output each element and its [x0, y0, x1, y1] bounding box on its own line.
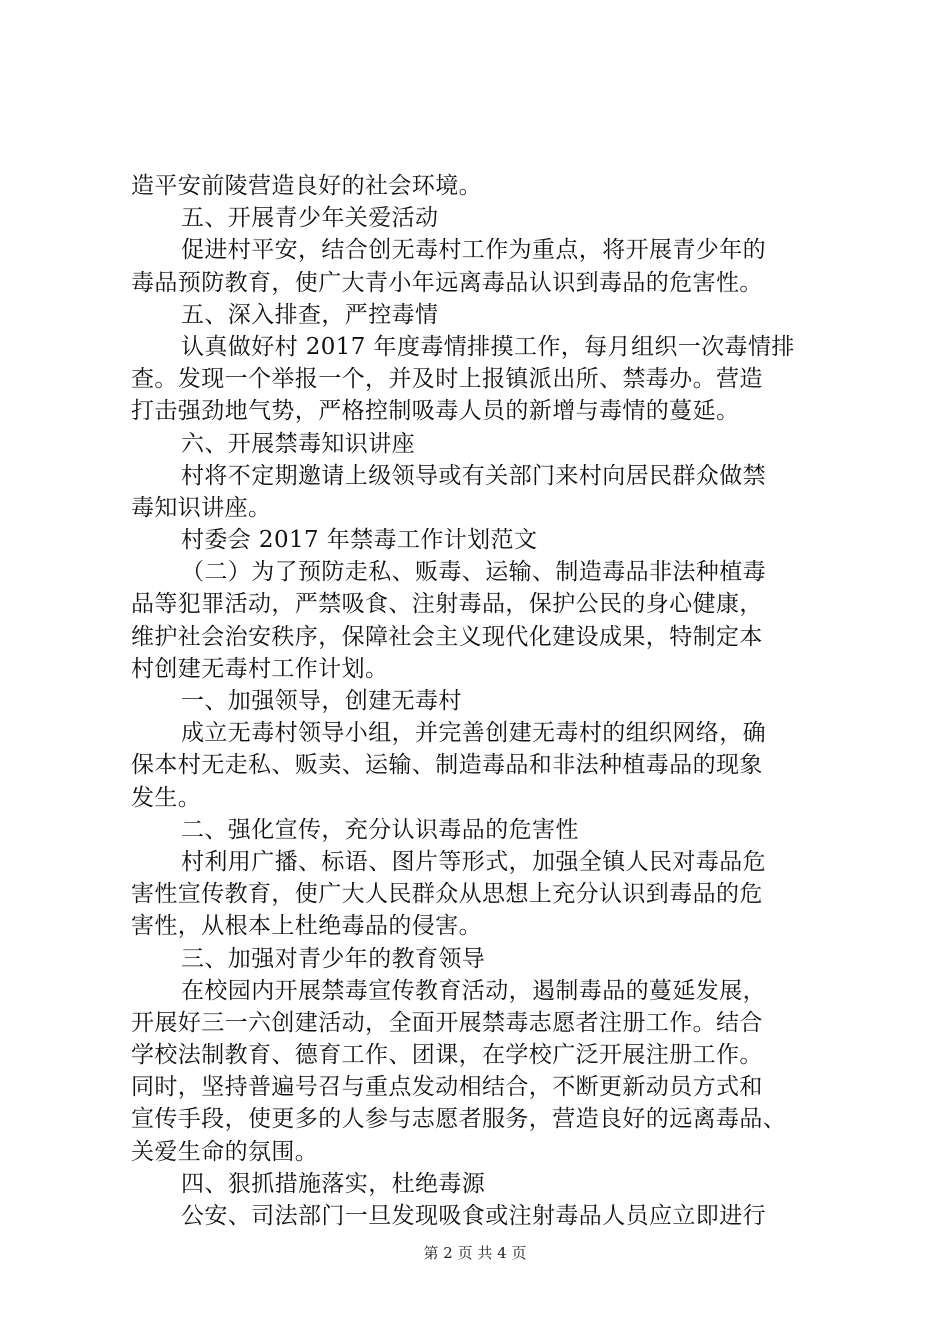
text-line: 维护社会治安秩序，保障社会主义现代化建设成果，特制定本 — [131, 623, 763, 650]
text-line: 同时，坚持普遍号召与重点发动相结合，不断更新动员方式和 — [131, 1074, 763, 1101]
text-line: 一、加强领导，创建无毒村 — [181, 688, 462, 714]
text-line: 五、深入排查，严控毒情 — [181, 301, 439, 328]
text-line: 村利用广播、标语、图片等形式，加强全镇人民对毒品危 — [181, 848, 766, 875]
text-line: 毒品预防教育，使广大青小年远离毒品认识到毒品的危害性。 — [131, 269, 763, 296]
text-line: 查。发现一个举报一个，并及时上报镇派出所、禁毒办。营造 — [131, 366, 763, 393]
text-line: 四、狠抓措施落实，杜绝毒源 — [181, 1170, 486, 1197]
text-line: 关爱生命的氛围。 — [131, 1138, 319, 1165]
text-line: 公安、司法部门一旦发现吸食或注射毒品人员应立即进行 — [181, 1203, 766, 1229]
text-line: 学校法制教育、德育工作、团课，在学校广泛开展注册工作。 — [131, 1042, 763, 1069]
text-line: 造平安前陵营造良好的社会环境。 — [131, 173, 482, 199]
text-line: 认真做好村 2017 年度毒情排摸工作，每月组织一次毒情排 — [181, 333, 795, 360]
text-line: 开展好三一六创建活动，全面开展禁毒志愿者注册工作。结合 — [131, 1009, 763, 1036]
text-line: 打击强劲地气势，严格控制吸毒人员的新增与毒情的蔓延。 — [131, 398, 740, 425]
text-line: 六、开展禁毒知识讲座 — [181, 430, 415, 457]
text-line: 害性宣传教育，使广大人民群众从思想上充分认识到毒品的危 — [131, 881, 763, 908]
text-line: 发生。 — [131, 784, 202, 811]
text-line: 成立无毒村领导小组，并完善创建无毒村的组织网络，确 — [181, 720, 766, 747]
text-line: 村委会 2017 年禁毒工作计划范文 — [181, 527, 538, 554]
text-line: 促进村平安，结合创无毒村工作为重点，将开展青少年的 — [181, 237, 766, 264]
text-line: 村创建无毒村工作计划。 — [131, 655, 389, 682]
text-line: 五、开展青少年关爱活动 — [181, 205, 439, 232]
text-line: 品等犯罪活动，严禁吸食、注射毒品，保护公民的身心健康， — [131, 591, 763, 618]
text-line: 三、加强对青少年的教育领导 — [181, 945, 486, 972]
text-line: 二、强化宣传，充分认识毒品的危害性 — [181, 816, 579, 843]
text-line: 毒知识讲座。 — [131, 494, 272, 521]
text-line: 害性，从根本上杜绝毒品的侵害。 — [131, 913, 482, 940]
page-footer: 第 2 页 共 4 页 — [423, 1244, 527, 1262]
text-line: 保本村无走私、贩卖、运输、制造毒品和非法种植毒品的现象 — [131, 752, 763, 779]
document-body — [131, 170, 831, 1232]
text-line: 村将不定期邀请上级领导或有关部门来村向居民群众做禁 — [181, 462, 766, 489]
text-line: （二）为了预防走私、贩毒、运输、制造毒品非法种植毒 — [181, 559, 766, 586]
text-line: 在校园内开展禁毒宣传教育活动，遏制毒品的蔓延发展， — [181, 977, 766, 1004]
text-line: 宣传手段，使更多的人参与志愿者服务，营造良好的远离毒品、 — [131, 1106, 787, 1133]
